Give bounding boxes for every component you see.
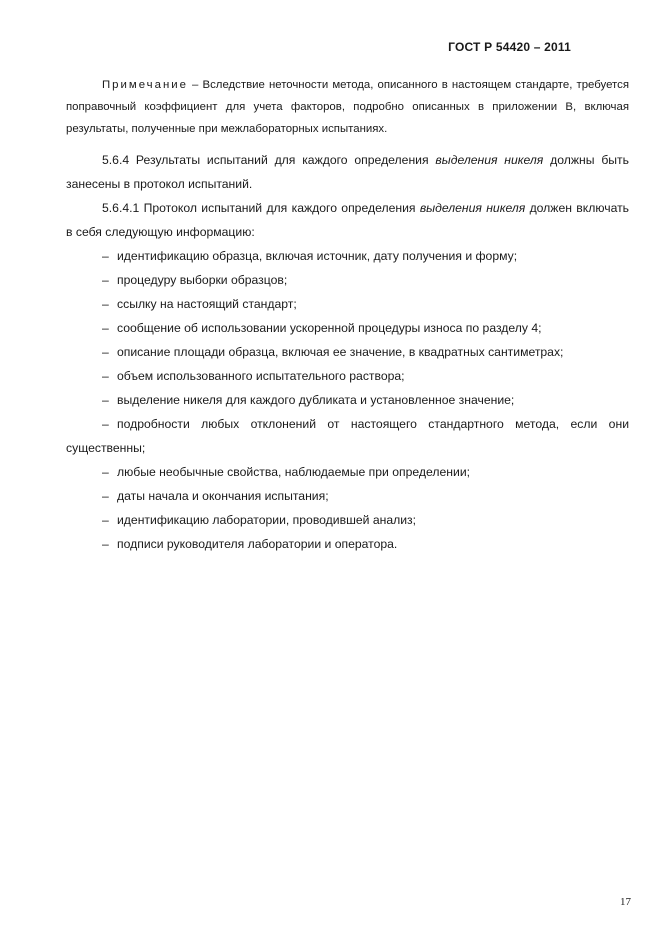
dash-bullet: –: [102, 345, 109, 359]
page-content: [66, 74, 629, 556]
info-list: [66, 244, 629, 556]
paragraph-gap: [66, 140, 629, 148]
list-item-text: даты начала и окончания испытания;: [117, 489, 329, 503]
list-item-text: описание площади образца, включая ее значение, в квадратных сантиметрах;: [117, 345, 564, 359]
list-item-text: сообщение об использовании ускоренной процедуры износа по разделу 4;: [117, 321, 542, 335]
list-item-text: идентификацию лаборатории, проводившей анализ;: [117, 513, 416, 527]
list-item: [66, 412, 629, 460]
list-item-text: подписи руководителя лаборатории и оператора.: [117, 537, 398, 551]
list-item: [66, 340, 629, 364]
list-item: [66, 316, 629, 340]
section-5-6-4-emphasis: выделения никеля: [435, 153, 544, 167]
section-5-6-4-1: [66, 196, 629, 244]
note-text: – Вследствие неточности метода, описанного в настоящем стандарте, требуется поправочный коэффициент для учета факторов, подробно описанных в приложении В, включая результаты, полученные при межлабораторных испытаниях.: [66, 79, 629, 135]
list-item: [66, 484, 629, 508]
list-item: [66, 508, 629, 532]
section-5-6-4: [66, 148, 629, 196]
dash-bullet: –: [102, 417, 109, 431]
note-label: Примечание: [102, 79, 188, 91]
list-item-text: ссылку на настоящий стандарт;: [117, 297, 297, 311]
section-5-6-4-1-emphasis: выделения никеля: [419, 201, 526, 215]
list-item: [66, 244, 629, 268]
dash-bullet: –: [102, 465, 109, 479]
list-item: [66, 292, 629, 316]
section-5-6-4-1-text-end: должен включать в себя следующую информацию:: [66, 201, 630, 239]
dash-bullet: –: [102, 249, 109, 263]
dash-bullet: –: [102, 273, 109, 287]
list-item-text: процедуру выборки образцов;: [117, 273, 288, 287]
list-item-text: объем использованного испытательного раствора;: [117, 369, 405, 383]
dash-bullet: –: [102, 297, 109, 311]
section-5-6-4-1-text-start: 5.6.4.1 Протокол испытаний для каждого определения: [102, 201, 420, 215]
dash-bullet: –: [102, 537, 109, 551]
dash-bullet: –: [102, 369, 109, 383]
dash-bullet: –: [102, 489, 109, 503]
list-item-text: любые необычные свойства, наблюдаемые при определении;: [117, 465, 471, 479]
page-number: 17: [620, 896, 631, 908]
list-item: [66, 388, 629, 412]
list-item: [66, 268, 629, 292]
note-paragraph: [66, 74, 629, 140]
list-item: [66, 460, 629, 484]
standard-header: ГОСТ Р 54420 – 2011: [448, 40, 571, 54]
dash-bullet: –: [102, 321, 109, 335]
list-item-text: идентификацию образца, включая источник, дату получения и форму;: [117, 249, 518, 263]
dash-bullet: –: [102, 393, 109, 407]
list-item-text: подробности любых отклонений от настоящего стандартного метода, если они существенны;: [66, 417, 629, 455]
section-5-6-4-text-end: должны быть занесены в протокол испытаний.: [66, 153, 629, 191]
dash-bullet: –: [102, 513, 109, 527]
list-item: [66, 364, 629, 388]
list-item-text: выделение никеля для каждого дубликата и установленное значение;: [117, 393, 515, 407]
section-5-6-4-text-start: 5.6.4 Результаты испытаний для каждого определения: [102, 153, 436, 167]
list-item: [66, 532, 629, 556]
